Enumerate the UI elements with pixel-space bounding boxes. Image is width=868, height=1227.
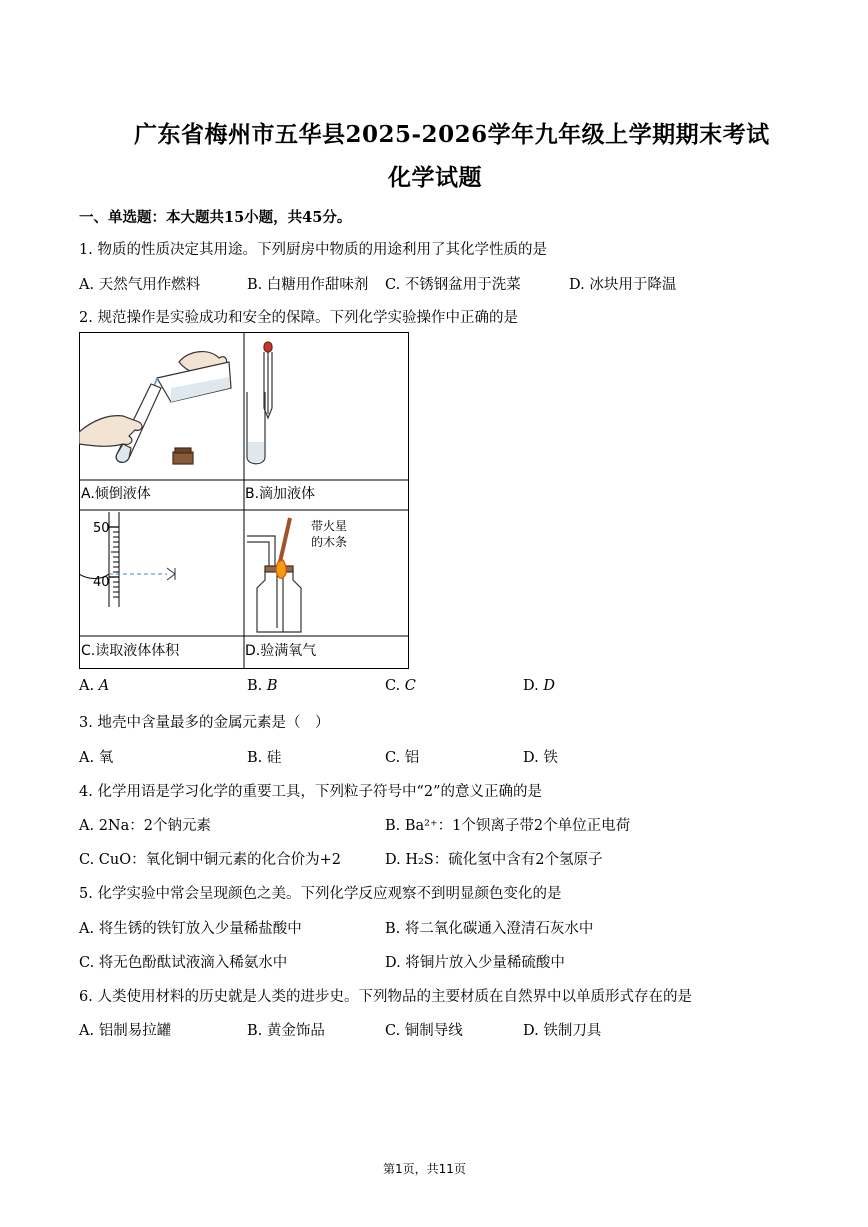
question-1-option-c: C. 不锈钢盆用于洗菜 [385,277,521,293]
splint-label-line1: 带火星 [311,519,348,533]
question-1-option-a: A. 天然气用作燃料 [79,277,201,293]
page-title-line2: 化学试题 [388,164,482,191]
question-1-stem: 1. 物质的性质决定其用途。下列厨房中物质的用途利用了其化学性质的是 [79,242,547,258]
question-4-option-c: C. CuO：氧化铜中铜元素的化合价为+2 [79,852,341,868]
question-6-option-c: C. 铜制导线 [385,1023,463,1039]
pouring-liquid-illustration [79,352,231,464]
splint-label-line2: 的木条 [311,535,348,549]
question-4-stem: 4. 化学用语是学习化学的重要工具，下列粒子符号中“2”的意义正确的是 [79,784,542,800]
question-5-option-a: A. 将生锈的铁钉放入少量稀盐酸中 [79,921,302,937]
figure-caption-c: C.读取液体体积 [81,643,180,659]
page-footer: 第1页，共11页 [383,1162,466,1176]
cylinder-mark-50: 50 [93,521,110,536]
question-6-option-b: B. 黄金饰品 [247,1023,325,1039]
question-2-option-c: C. 𝐶 [385,678,416,694]
question-5-option-d: D. 将铜片放入少量稀硫酸中 [385,955,565,971]
oxygen-test-illustration [247,518,301,632]
question-3-option-b: B. 硅 [247,750,282,766]
question-2-stem: 2. 规范操作是实验成功和安全的保障。下列化学实验操作中正确的是 [79,310,518,326]
page-title-line1: 广东省梅州市五华县2025-2026学年九年级上学期期末考试 [134,121,770,148]
question-3-stem: 3. 地壳中含量最多的金属元素是（ ） [79,715,330,731]
dropping-liquid-illustration [247,342,272,464]
question-5-option-b: B. 将二氧化碳通入澄清石灰水中 [385,921,594,937]
question-6-stem: 6. 人类使用材料的历史就是人类的进步史。下列物品的主要材质在自然界中以单质形式存在的是 [79,989,692,1005]
question-1-option-d: D. 冰块用于降温 [569,277,677,293]
question-6-option-a: A. 铝制易拉罐 [79,1023,172,1039]
question-2-option-d: D. 𝐷 [523,678,555,694]
question-4-option-d: D. H₂S：硫化氢中含有2个氢原子 [385,852,603,868]
figure-caption-a: A.倾倒液体 [81,486,151,502]
question-4-option-b: B. Ba²⁺：1个钡离子带2个单位正电荷 [385,818,631,834]
question-3-option-a: A. 氧 [79,750,114,766]
question-1-option-b: B. 白糖用作甜味剂 [247,277,369,293]
experiment-figure [79,332,409,669]
question-3-option-c: C. 铝 [385,750,420,766]
question-2-option-a: A. 𝐴 [79,678,110,694]
question-3-option-d: D. 铁 [523,750,558,766]
question-5-stem: 5. 化学实验中常会呈现颜色之美。下列化学反应观察不到明显颜色变化的是 [79,886,562,902]
figure-caption-b: B.滴加液体 [245,486,316,502]
cylinder-mark-40: 40 [93,575,110,590]
figure-caption-d: D.验满氧气 [245,643,317,659]
question-4-option-a: A. 2Na：2个钠元素 [79,818,211,834]
section-heading: 一、单选题：本大题共15小题，共45分。 [79,209,352,226]
question-5-option-c: C. 将无色酚酞试液滴入稀氨水中 [79,955,288,971]
question-6-option-d: D. 铁制刀具 [523,1023,602,1039]
question-2-option-b: B. 𝐵 [247,678,278,694]
